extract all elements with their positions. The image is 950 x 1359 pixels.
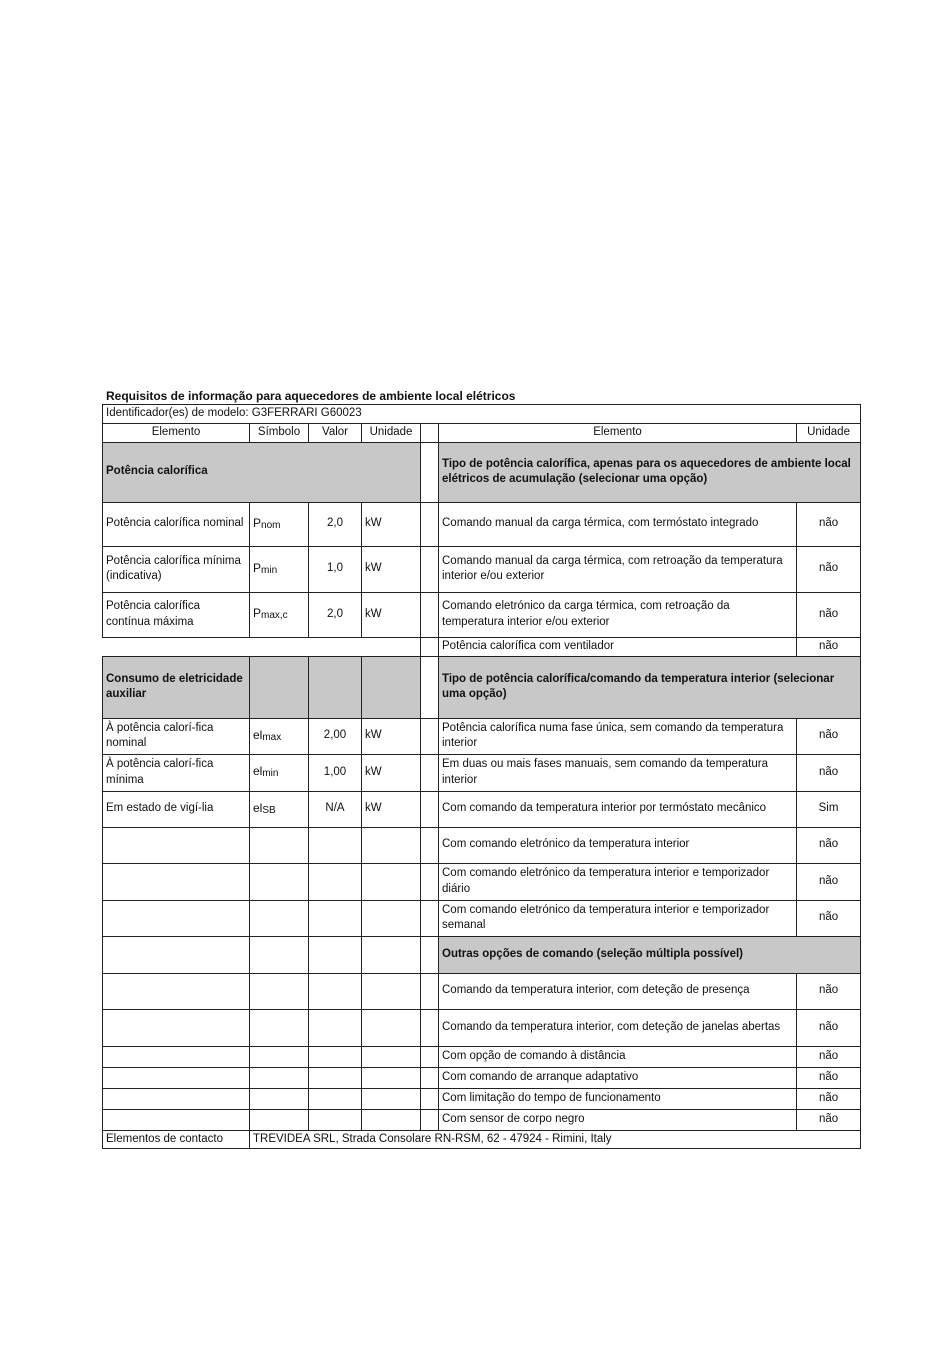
heat-output-label: Potência calorífica nominal	[103, 502, 250, 546]
aux-value: N/A	[309, 791, 362, 827]
empty-cell	[362, 1067, 421, 1088]
contact-row	[103, 1130, 861, 1149]
empty-cell	[103, 1009, 250, 1046]
header-row	[103, 423, 861, 442]
heat-input-label: Comando eletrónico da carga térmica, com retroação da temperatura interior e/ou exterior	[439, 592, 797, 637]
empty-cell	[103, 1088, 250, 1109]
temp-control-unit: Sim	[797, 791, 861, 827]
other-control-title: Outras opções de comando (seleção múltipla possível)	[439, 936, 861, 973]
aux-symbol: $el_{SB}$	[250, 791, 309, 827]
heat-input-unit: não	[797, 637, 861, 656]
table-row	[103, 592, 861, 637]
empty-cell	[103, 827, 250, 863]
empty-cell	[103, 863, 250, 900]
empty-cell	[103, 637, 421, 656]
aux-value: 1,00	[309, 754, 362, 791]
empty-cell	[250, 1046, 309, 1067]
table-row	[103, 1009, 861, 1046]
other-control-unit: não	[797, 1046, 861, 1067]
spacer-cell	[421, 1109, 439, 1130]
temp-control-label: Potência calorífica numa fase única, sem comando da temperatura interior	[439, 718, 797, 754]
empty-cell	[250, 936, 309, 973]
empty-cell	[103, 973, 250, 1009]
empty-cell	[362, 936, 421, 973]
empty-cell	[250, 1109, 309, 1130]
header-unidade: Unidade	[362, 423, 421, 442]
empty-cell	[309, 1009, 362, 1046]
empty-cell	[309, 1088, 362, 1109]
temp-control-label: Com comando da temperatura interior por termóstato mecânico	[439, 791, 797, 827]
spacer-cell	[421, 863, 439, 900]
empty-cell	[362, 863, 421, 900]
spec-table	[102, 404, 861, 1149]
model-label: Identificador(es) de modelo:	[106, 407, 249, 419]
heat-output-unit: kW	[362, 502, 421, 546]
empty-cell	[362, 656, 421, 718]
spacer-cell	[421, 973, 439, 1009]
spacer-cell	[421, 423, 439, 442]
empty-cell	[250, 900, 309, 936]
other-control-unit: não	[797, 1088, 861, 1109]
empty-cell	[309, 1046, 362, 1067]
header-valor: Valor	[309, 423, 362, 442]
spacer-cell	[421, 546, 439, 592]
table-row	[103, 827, 861, 863]
empty-cell	[362, 900, 421, 936]
spacer-cell	[421, 827, 439, 863]
spacer-cell	[421, 592, 439, 637]
model-value: G3FERRARI G60023	[251, 407, 362, 419]
other-control-unit: não	[797, 1067, 861, 1088]
table-row	[103, 754, 861, 791]
empty-cell	[250, 656, 309, 718]
table-row	[103, 1067, 861, 1088]
table-row	[103, 863, 861, 900]
empty-cell	[309, 827, 362, 863]
section-row	[103, 442, 861, 502]
empty-cell	[103, 900, 250, 936]
temp-control-label: Com comando eletrónico da temperatura interior e temporizador semanal	[439, 900, 797, 936]
other-control-label: Comando da temperatura interior, com deteção de janelas abertas	[439, 1009, 797, 1046]
heat-input-label: Comando manual da carga térmica, com termóstato integrado	[439, 502, 797, 546]
aux-label: À potência calorí-fica mínima	[103, 754, 250, 791]
heat-output-symbol: $P_{max,c}$	[250, 592, 309, 637]
temp-control-unit: não	[797, 718, 861, 754]
spacer-cell	[421, 791, 439, 827]
heat-output-title: Potência calorífica	[103, 442, 421, 502]
other-control-unit: não	[797, 1109, 861, 1130]
table-row	[103, 546, 861, 592]
other-control-label: Comando da temperatura interior, com deteção de presença	[439, 973, 797, 1009]
spacer-cell	[421, 637, 439, 656]
aux-label: À potência calorí-fica nominal	[103, 718, 250, 754]
table-row	[103, 718, 861, 754]
empty-cell	[362, 973, 421, 1009]
heat-input-label: Comando manual da carga térmica, com retroação da temperatura interior e/ou exterior	[439, 546, 797, 592]
heat-input-unit: não	[797, 592, 861, 637]
spacer-cell	[421, 1046, 439, 1067]
empty-cell	[103, 1067, 250, 1088]
other-control-unit: não	[797, 973, 861, 1009]
spacer-cell	[421, 754, 439, 791]
empty-cell	[309, 656, 362, 718]
temp-control-unit: não	[797, 827, 861, 863]
header-unidade-right: Unidade	[797, 423, 861, 442]
spacer-cell	[421, 718, 439, 754]
header-elemento-right: Elemento	[439, 423, 797, 442]
heat-output-symbol: $P_{nom}$	[250, 502, 309, 546]
section-row	[103, 656, 861, 718]
spacer-cell	[421, 442, 439, 502]
empty-cell	[250, 863, 309, 900]
heat-output-unit: kW	[362, 546, 421, 592]
temp-control-title: Tipo de potência calorífica/comando da temperatura interior (selecionar uma opção)	[439, 656, 861, 718]
heat-output-value: 2,0	[309, 502, 362, 546]
empty-cell	[309, 1067, 362, 1088]
temp-control-label: Com comando eletrónico da temperatura interior	[439, 827, 797, 863]
temp-control-unit: não	[797, 900, 861, 936]
empty-cell	[309, 1109, 362, 1130]
heat-output-unit: kW	[362, 592, 421, 637]
spacer-cell	[421, 502, 439, 546]
model-row	[103, 405, 861, 424]
aux-label: Em estado de vigí-lia	[103, 791, 250, 827]
empty-cell	[250, 1067, 309, 1088]
section-row	[103, 936, 861, 973]
spacer-cell	[421, 900, 439, 936]
temp-control-unit: não	[797, 863, 861, 900]
heat-output-value: 1,0	[309, 546, 362, 592]
empty-cell	[250, 1009, 309, 1046]
empty-cell	[250, 827, 309, 863]
table-row	[103, 502, 861, 546]
empty-cell	[309, 936, 362, 973]
other-control-label: Com limitação do tempo de funcionamento	[439, 1088, 797, 1109]
empty-cell	[103, 936, 250, 973]
empty-cell	[309, 863, 362, 900]
heat-input-type-title: Tipo de potência calorífica, apenas para os aquecedores de ambiente local elétricos de acumulação (selecionar uma opção)	[439, 442, 861, 502]
other-control-label: Com opção de comando à distância	[439, 1046, 797, 1067]
empty-cell	[250, 1088, 309, 1109]
spacer-cell	[421, 936, 439, 973]
header-elemento: Elemento	[103, 423, 250, 442]
other-control-unit: não	[797, 1009, 861, 1046]
table-row	[103, 1088, 861, 1109]
aux-consumption-title: Consumo de eletricidade auxiliar	[103, 656, 250, 718]
table-row	[103, 791, 861, 827]
aux-symbol: $el_{max}$	[250, 718, 309, 754]
document-title: Requisitos de informação para aquecedores de ambiente local elétricos	[106, 389, 516, 403]
header-simbolo: Símbolo	[250, 423, 309, 442]
heat-input-unit: não	[797, 546, 861, 592]
empty-cell	[250, 973, 309, 1009]
spacer-cell	[421, 1067, 439, 1088]
table-row	[103, 637, 861, 656]
heat-input-label: Potência calorífica com ventilador	[439, 637, 797, 656]
heat-input-unit: não	[797, 502, 861, 546]
spacer-cell	[421, 656, 439, 718]
table-row	[103, 1046, 861, 1067]
empty-cell	[362, 1046, 421, 1067]
temp-control-label: Com comando eletrónico da temperatura interior e temporizador diário	[439, 863, 797, 900]
table-row	[103, 973, 861, 1009]
aux-unit: kW	[362, 754, 421, 791]
table-row	[103, 900, 861, 936]
heat-output-label: Potência calorífica contínua máxima	[103, 592, 250, 637]
empty-cell	[362, 1088, 421, 1109]
temp-control-unit: não	[797, 754, 861, 791]
aux-unit: kW	[362, 718, 421, 754]
empty-cell	[362, 1009, 421, 1046]
empty-cell	[309, 973, 362, 1009]
table-row	[103, 1109, 861, 1130]
other-control-label: Com sensor de corpo negro	[439, 1109, 797, 1130]
other-control-label: Com comando de arranque adaptativo	[439, 1067, 797, 1088]
spacer-cell	[421, 1088, 439, 1109]
empty-cell	[103, 1046, 250, 1067]
temp-control-label: Em duas ou mais fases manuais, sem comando da temperatura interior	[439, 754, 797, 791]
heat-output-symbol: $P_{min}$	[250, 546, 309, 592]
aux-value: 2,00	[309, 718, 362, 754]
heat-output-label: Potência calorífica mínima (indicativa)	[103, 546, 250, 592]
empty-cell	[362, 827, 421, 863]
empty-cell	[309, 900, 362, 936]
aux-symbol: $el_{min}$	[250, 754, 309, 791]
contact-value: TREVIDEA SRL, Strada Consolare RN-RSM, 62 - 47924 - Rimini, Italy	[250, 1130, 861, 1149]
empty-cell	[362, 1109, 421, 1130]
aux-unit: kW	[362, 791, 421, 827]
empty-cell	[103, 1109, 250, 1130]
heat-output-value: 2,0	[309, 592, 362, 637]
spacer-cell	[421, 1009, 439, 1046]
contact-label: Elementos de contacto	[103, 1130, 250, 1149]
